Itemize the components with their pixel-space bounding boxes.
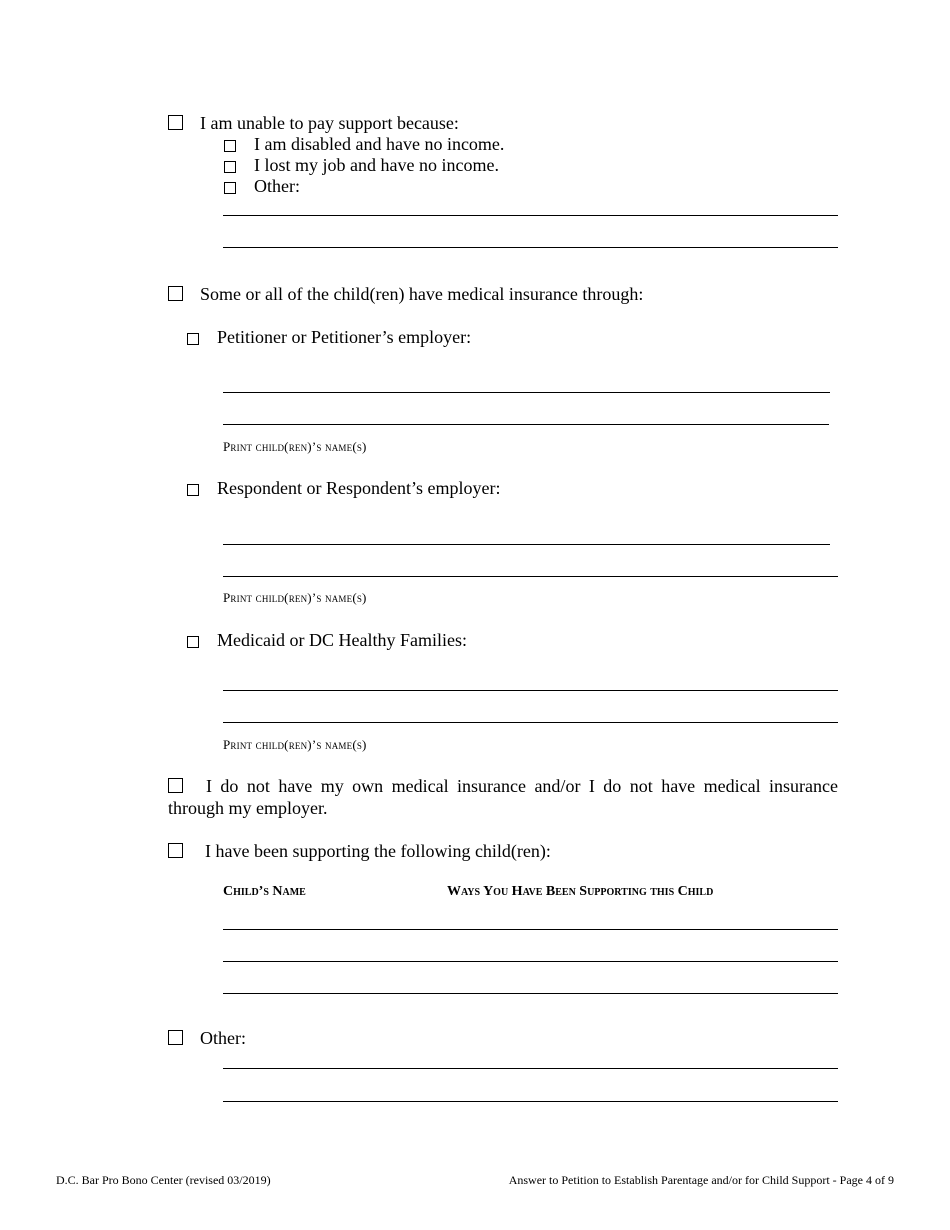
medicaid-checkbox[interactable] bbox=[187, 636, 199, 648]
supporting-checkbox[interactable] bbox=[168, 843, 183, 858]
respondent-print-names-caption: Print child(ren)’s name(s) bbox=[223, 590, 367, 605]
ways-supporting-column-header: Ways You Have Been Supporting this Child bbox=[447, 884, 714, 899]
child-name-column-header: Child’s Name bbox=[223, 884, 306, 899]
medicaid-label: Medicaid or DC Healthy Families: bbox=[217, 630, 467, 650]
petitioner-label: Petitioner or Petitioner’s employer: bbox=[217, 327, 472, 347]
other-label: Other: bbox=[200, 1028, 246, 1048]
other-checkbox[interactable] bbox=[168, 1030, 183, 1045]
petitioner-names-line-2[interactable] bbox=[223, 424, 829, 425]
medicaid-names-line-2[interactable] bbox=[223, 722, 838, 723]
supporting-line-1[interactable] bbox=[223, 929, 838, 930]
unable-to-pay-label: I am unable to pay support because: bbox=[200, 113, 459, 133]
unable-to-pay-checkbox[interactable] bbox=[168, 115, 183, 130]
disabled-checkbox[interactable] bbox=[224, 140, 236, 152]
lost-job-checkbox[interactable] bbox=[224, 161, 236, 173]
petitioner-print-names-caption: Print child(ren)’s name(s) bbox=[223, 439, 367, 454]
unable-other-line-1[interactable] bbox=[223, 215, 838, 216]
lost-job-label: I lost my job and have no income. bbox=[254, 155, 499, 175]
no-insurance-label: I do not have my own medical insurance and/or I do not have medical insurance through my employer. bbox=[168, 776, 838, 818]
other-line-1[interactable] bbox=[223, 1068, 838, 1069]
unable-other-label: Other: bbox=[254, 176, 300, 196]
medical-insurance-checkbox[interactable] bbox=[168, 286, 183, 301]
medicaid-print-names-caption: Print child(ren)’s name(s) bbox=[223, 737, 367, 752]
supporting-line-3[interactable] bbox=[223, 993, 838, 994]
medicaid-names-line-1[interactable] bbox=[223, 690, 838, 691]
supporting-line-2[interactable] bbox=[223, 961, 838, 962]
respondent-label: Respondent or Respondent’s employer: bbox=[217, 478, 501, 498]
medical-insurance-label: Some or all of the child(ren) have medical insurance through: bbox=[200, 284, 644, 304]
supporting-label: I have been supporting the following child(ren): bbox=[205, 841, 551, 861]
other-line-2[interactable] bbox=[223, 1101, 838, 1102]
petitioner-names-line-1[interactable] bbox=[223, 392, 830, 393]
respondent-names-line-1[interactable] bbox=[223, 544, 830, 545]
footer-revision: D.C. Bar Pro Bono Center (revised 03/2019) bbox=[56, 1173, 271, 1187]
disabled-label: I am disabled and have no income. bbox=[254, 134, 505, 154]
unable-other-checkbox[interactable] bbox=[224, 182, 236, 194]
respondent-names-line-2[interactable] bbox=[223, 576, 838, 577]
petitioner-checkbox[interactable] bbox=[187, 333, 199, 345]
footer-page-info: Answer to Petition to Establish Parentage and/or for Child Support - Page 4 of 9 bbox=[508, 1173, 894, 1187]
respondent-checkbox[interactable] bbox=[187, 484, 199, 496]
unable-other-line-2[interactable] bbox=[223, 247, 838, 248]
